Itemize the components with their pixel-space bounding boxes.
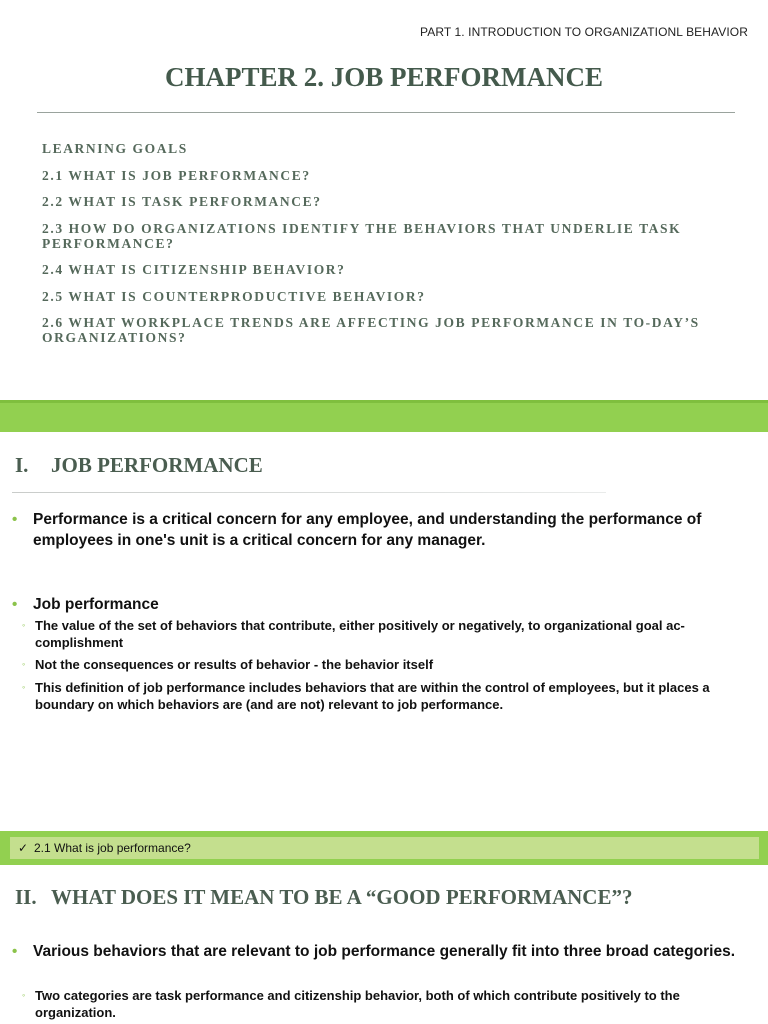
sub-bullet-item — [22, 679, 757, 713]
sub-bullet-ring-icon: ◦ — [22, 682, 26, 692]
bullet-dot-icon: • — [12, 596, 18, 613]
learning-goal-item: 2.4 WHAT IS CITIZENSHIP BEHAVIOR? — [42, 262, 346, 277]
check-icon: ✓ — [18, 841, 29, 855]
bullet-dot-icon: • — [12, 511, 18, 528]
section-title: WHAT DOES IT MEAN TO BE A “GOOD PERFORMANCE”? — [51, 885, 633, 909]
title-divider — [37, 112, 735, 113]
section-title: JOB PERFORMANCE — [51, 453, 263, 477]
learning-goals-heading: LEARNING GOALS — [42, 141, 188, 156]
sub-bullet-item — [22, 617, 757, 651]
slide-separator-band — [0, 400, 768, 432]
learning-goal-item: 2.1 WHAT IS JOB PERFORMANCE? — [42, 167, 311, 183]
check-bar-label: 2.1 What is job performance? — [34, 841, 191, 855]
learning-goals-list — [42, 141, 732, 357]
sub-bullet-ring-icon: ◦ — [22, 990, 26, 1000]
sub-bullet-text: Two categories are task performance and citizenship behavior, both of which contribute positively to the organization. — [35, 988, 680, 1020]
bullet-text: Various behaviors that are relevant to job performance generally fit into three broad categories. — [33, 943, 736, 960]
sub-bullet-ring-icon: ◦ — [22, 620, 26, 630]
learning-goal-item: 2.2 WHAT IS TASK PERFORMANCE? — [42, 194, 322, 209]
title-slide — [0, 0, 768, 400]
section-number: I. — [15, 453, 29, 477]
bullet-dot-icon: • — [12, 943, 18, 960]
sub-bullet-text: This definition of job performance includes behaviors that are within the control of employees, but it places a boundary on which behaviors are (and are not) relevant to job performance. — [35, 680, 710, 712]
section-heading-job-performance — [15, 453, 263, 478]
sub-bullet-item — [22, 987, 757, 1021]
sub-bullet-text: Not the consequences or results of behavior - the behavior itself — [35, 657, 434, 672]
bullet-text: Performance is a critical concern for any employee, and understanding the performance of employees in one's unit is a critical concern for any manager. — [33, 511, 702, 549]
bullet-item — [12, 594, 757, 615]
section-heading-good-performance — [15, 885, 632, 910]
learning-goal-check-bar — [10, 837, 759, 859]
section-divider — [12, 492, 606, 493]
bullet-item — [12, 941, 757, 962]
bullet-item — [12, 509, 757, 551]
part-label: PART 1. INTRODUCTION TO ORGANIZATIONL BEHAVIOR — [420, 25, 748, 39]
chapter-title: CHAPTER 2. JOB PERFORMANCE — [165, 62, 603, 92]
section-number: II. — [15, 885, 37, 909]
learning-goal-item: 2.5 WHAT IS COUNTERPRODUCTIVE BEHAVIOR? — [42, 288, 426, 304]
sub-bullet-ring-icon: ◦ — [22, 659, 26, 669]
learning-goal-item: 2.6 WHAT WORKPLACE TRENDS ARE AFFECTING JOB PERFORMANCE IN TO-DAY’S ORGANIZATIONS? — [42, 315, 700, 345]
bullet-text: Job performance — [33, 596, 159, 613]
learning-goal-item: 2.3 HOW DO ORGANIZATIONS IDENTIFY THE BEHAVIORS THAT UNDERLIE TASK PERFORMANCE? — [42, 220, 682, 251]
sub-bullet-item — [22, 656, 757, 673]
sub-bullet-text: The value of the set of behaviors that contribute, either positively or negatively, to organizational goal ac-complishment — [35, 618, 685, 650]
